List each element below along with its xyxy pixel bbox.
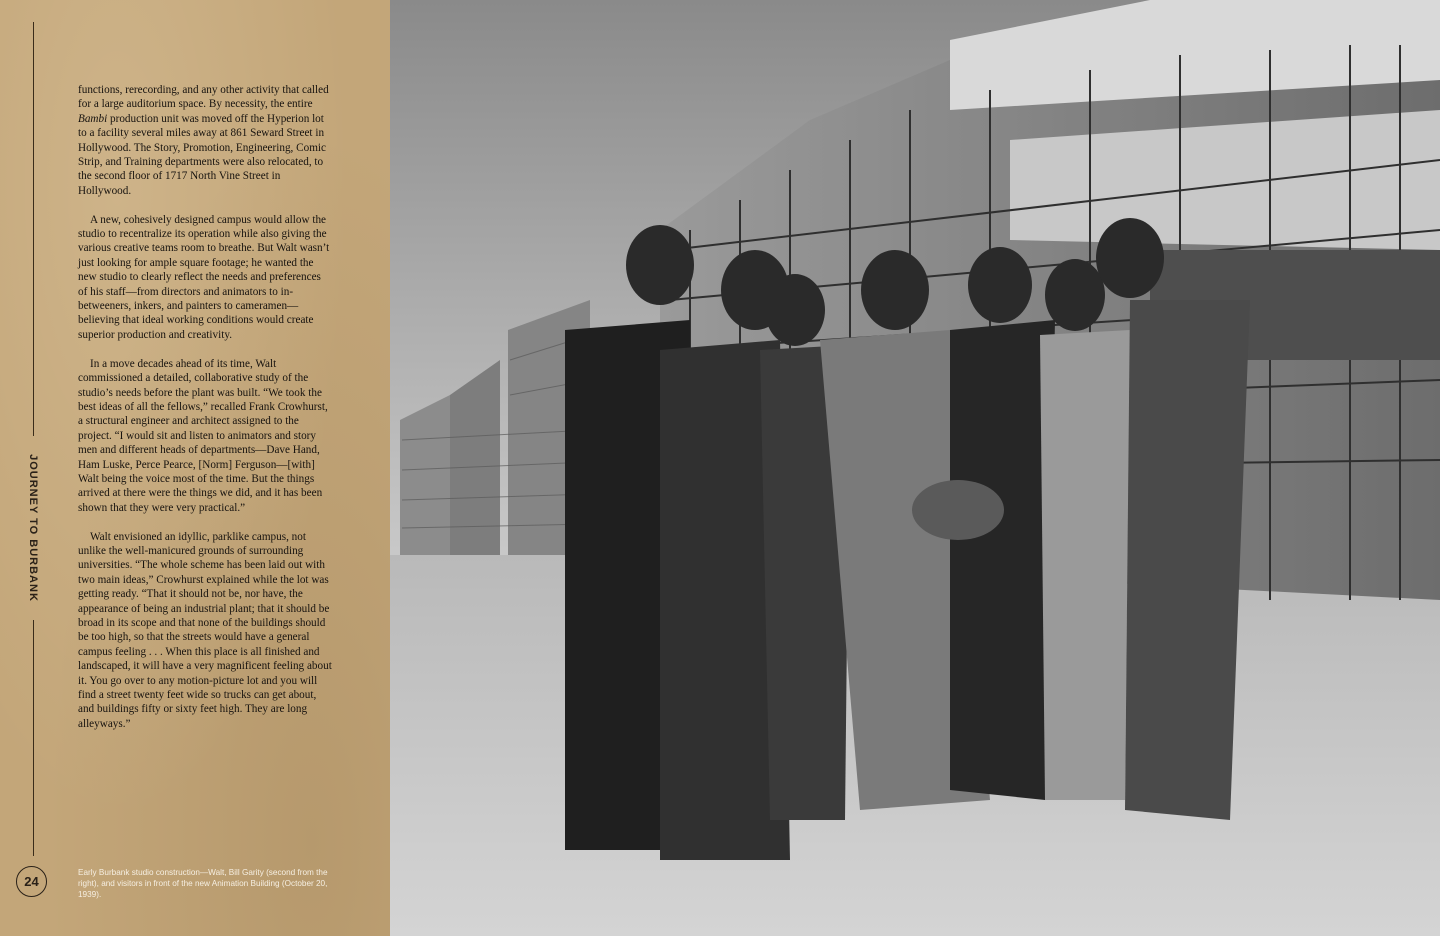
paragraph-1 xyxy=(78,83,332,198)
paragraph-3: In a move decades ahead of its time, Walt commissioned a detailed, collaborative study of the studio’s needs before the plant was built. “We took the best ideas of all the fellows,” recalled Frank Crowhurst, a structural engineer and architect assigned to the project. “I would sit and listen to animators and story men and different heads of departments—Dave Hand, Ham Luske, Perce Pearce, [Norm] Ferguson—[with] Walt being the voice most of the time. But the things arrived at there were the things we did, and it has been shown that they were very practical.” xyxy=(78,357,328,514)
paragraph-1-start: functions, rerecording, and any other activity that called for a large auditorium space. By necessity, the entire xyxy=(78,84,329,111)
vertical-rule-bottom xyxy=(33,620,34,856)
vertical-rule-top xyxy=(33,22,34,436)
paragraph-1-end: production unit was moved off the Hyperion lot to a facility several miles away at 861 Seward Street in Hollywood. The Story, Promotion, Engineering, Comic Strip, and Training departments were also relocated, to the second floor of 1717 North Vine Street in Hollywood. xyxy=(78,112,326,197)
paragraph-2: A new, cohesively designed campus would allow the studio to recentralize its operation while also giving the various creative teams room to breathe. But Walt wasn’t just looking for ample square footage; he wanted the new studio to clearly reflect the needs and preferences of his staff—from directors and animators to in-betweeners, inkers, and painters to cameramen—believing that ideal working conditions would create superior production and creativity. xyxy=(78,213,330,341)
text-column xyxy=(0,0,390,936)
body-text xyxy=(78,83,332,746)
construction-photo xyxy=(390,0,1440,936)
paragraph-4: Walt envisioned an idyllic, parklike campus, not unlike the well-manicured grounds of surrounding universities. “The whole scheme has been laid out with two main ideas,” Crowhurst explained while the lot was getting ready. “That it should not be, nor have, the appearance of being an industrial plant; that it should be broad in its scope and that none of the buildings should be too high, so that the streets would have a general campus feeling . . . When this place is all finished and landscaped, it will have a very magnificent feeling about it. You go over to any motion-picture lot and you will find a street twenty feet wide so trucks can get about, and buildings fifty or sixty feet high. They are long alleyways.” xyxy=(78,530,332,730)
film-title: Bambi xyxy=(78,112,108,125)
page-number: 24 xyxy=(16,866,47,897)
running-head: JOURNEY TO BURBANK xyxy=(27,454,39,602)
photo-caption: Early Burbank studio construction—Walt, Bill Garity (second from the right), and visitors in front of the new Animation Building (October 20, 1939). xyxy=(78,868,328,899)
